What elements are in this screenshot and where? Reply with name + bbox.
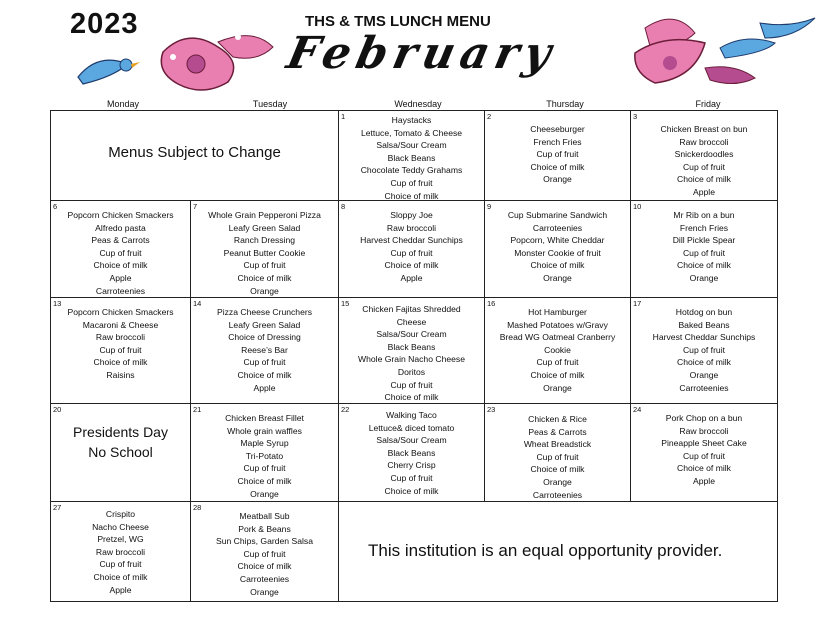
- menu-item: Crispito: [105, 509, 136, 519]
- menu-item: Orange: [250, 586, 279, 597]
- menu-item: Whole grain waffles: [227, 425, 302, 436]
- menu-item: Choice of milk: [677, 260, 731, 271]
- day-header-tuesday: Tuesday: [252, 99, 288, 109]
- menu-item: Apple: [109, 272, 132, 283]
- day-cell-16: [485, 298, 631, 404]
- menu-item: Monster Cookie of fruit: [514, 247, 601, 258]
- date-number: 24: [633, 405, 642, 414]
- menu-item: Apple: [693, 475, 715, 486]
- menu-item: Sloppy Joe: [390, 210, 433, 220]
- date-number: 22: [341, 405, 350, 414]
- menu-item: Choice of milk: [677, 463, 731, 474]
- holiday-title: Presidents Day: [73, 424, 168, 440]
- menu-items: [485, 209, 630, 285]
- day-cell-15: [339, 298, 485, 404]
- menu-item: Black Beans: [387, 152, 436, 163]
- menu-item: Chicken Fajitas Shredded: [362, 304, 461, 314]
- menu-item: French Fries: [533, 136, 582, 147]
- menu-item: Snickerdoodles: [674, 149, 734, 160]
- date-number: 21: [193, 405, 202, 414]
- menu-item: Cup of fruit: [682, 161, 726, 172]
- menu-item: Pork Chop on a bun: [665, 413, 743, 423]
- menu-item: Orange: [250, 488, 279, 499]
- menu-item: Lettuce& diced tomato: [368, 422, 455, 433]
- menu-item: Harvest Cheddar Sunchips: [360, 235, 463, 246]
- menu-item: Orange: [543, 174, 572, 185]
- menu-items: [51, 209, 190, 297]
- menu-item: Cup of fruit: [243, 463, 286, 474]
- menu-item: Raw broccoli: [95, 332, 146, 343]
- menu-item: Carroteenies: [532, 222, 583, 233]
- notice-text: Menus Subject to Change: [108, 144, 281, 161]
- menu-item: Carroteenies: [239, 573, 290, 584]
- menu-item: Raw broccoli: [386, 222, 437, 233]
- menu-item: Orange: [250, 285, 279, 296]
- menu-item: Cookie: [544, 344, 571, 355]
- date-number: 8: [341, 202, 346, 211]
- menu-item: Choice of milk: [677, 174, 731, 185]
- menu-item: Choice of milk: [93, 571, 148, 582]
- date-number: 10: [633, 202, 642, 211]
- menu-items: [191, 510, 338, 598]
- menu-item: Cup of fruit: [536, 149, 579, 160]
- date-number: 17: [633, 299, 642, 308]
- menu-item: Whole Grain Pepperoni Pizza: [208, 210, 321, 220]
- date-number: 7: [193, 202, 198, 211]
- menu-item: Apple: [109, 584, 132, 595]
- menu-item: Choice of milk: [384, 485, 439, 496]
- menu-items: [339, 303, 484, 404]
- menu-item: Choice of Dressing: [228, 332, 301, 343]
- menu-item: Wheat Breadstick: [523, 439, 592, 450]
- menu-item: Haystacks: [391, 115, 432, 125]
- menu-item: Popcorn Chicken Smackers: [67, 307, 174, 317]
- date-number: 13: [53, 299, 62, 308]
- menu-item: Raisins: [106, 369, 135, 380]
- menu-item: Cup of fruit: [243, 548, 286, 559]
- date-number: 20: [53, 405, 62, 414]
- menu-item: Orange: [689, 369, 719, 380]
- menu-item: Salsa/Sour Cream: [376, 329, 447, 340]
- menu-items: [485, 123, 630, 186]
- menu-items: [339, 209, 484, 285]
- menu-item: Black Beans: [387, 341, 436, 352]
- menu-item: Cup of fruit: [390, 472, 433, 483]
- menu-items: [631, 412, 777, 488]
- day-header-wednesday: Wednesday: [394, 99, 442, 109]
- menu-item: Hotdog on bun: [675, 307, 733, 317]
- day-cell-10: [631, 201, 777, 298]
- menu-item: Cup of fruit: [99, 247, 142, 258]
- menu-items: [631, 123, 777, 199]
- menu-items: [631, 209, 777, 285]
- menu-items: [191, 306, 338, 394]
- day-cell-9: [485, 201, 631, 298]
- menu-item: Black Beans: [387, 447, 436, 458]
- menu-items: [51, 306, 190, 382]
- menu-item: Apple: [693, 186, 715, 197]
- menu-item: Chicken Breast Fillet: [225, 413, 304, 423]
- menu-item: Orange: [543, 272, 572, 283]
- menu-item: Macaroni & Cheese: [82, 319, 159, 330]
- menu-item: Peanut Butter Cookie: [223, 247, 306, 258]
- date-number: 6: [53, 202, 58, 211]
- menu-item: Pizza Cheese Crunchers: [216, 307, 313, 317]
- menu-item: Choice of milk: [530, 260, 585, 271]
- date-number: 3: [633, 112, 638, 121]
- menu-item: Cup of fruit: [390, 379, 433, 390]
- menu-item: Chocolate Teddy Grahams: [360, 165, 463, 176]
- menu-item: Cup of fruit: [243, 260, 286, 271]
- menu-item: Apple: [253, 382, 276, 393]
- menu-item: Bread WG Oatmeal Cranberry: [499, 332, 616, 343]
- day-cell-21: [191, 404, 339, 502]
- menu-item: Sun Chips, Garden Salsa: [216, 536, 313, 547]
- day-cell-3: [631, 111, 777, 201]
- menu-item: Choice of milk: [237, 369, 292, 380]
- menu-item: Cup of fruit: [390, 177, 433, 188]
- menu-item: Cup of fruit: [682, 344, 726, 355]
- day-cell-8: [339, 201, 485, 298]
- year-label: 2023: [70, 8, 139, 40]
- date-number: 23: [487, 405, 496, 414]
- menu-item: Choice of milk: [530, 464, 585, 475]
- month-title: February: [282, 28, 562, 79]
- menu-item: Peas & Carrots: [91, 235, 150, 246]
- day-cell-6: [51, 201, 191, 298]
- menu-item: Dill Pickle Spear: [672, 235, 736, 246]
- menu-item: Choice of milk: [237, 475, 292, 486]
- menu-items: [191, 412, 338, 500]
- notice-cell: [51, 111, 339, 201]
- day-cell-27: [51, 502, 191, 601]
- menu-item: Cheeseburger: [530, 124, 585, 134]
- menu-item: Raw broccoli: [679, 425, 729, 436]
- date-number: 15: [341, 299, 350, 308]
- bird-and-bow-clipart: [625, 8, 825, 93]
- menu-item: Cup of fruit: [682, 247, 726, 258]
- menu-item: Choice of milk: [384, 190, 439, 201]
- menu-item: Orange: [689, 272, 719, 283]
- menu-item: Choice of milk: [530, 369, 585, 380]
- menu-item: Cup of fruit: [99, 559, 142, 570]
- menu-items: [485, 306, 630, 394]
- menu-item: Cup of fruit: [390, 247, 433, 258]
- day-cell-13: [51, 298, 191, 404]
- day-cell-2: [485, 111, 631, 201]
- date-number: 1: [341, 112, 346, 121]
- menu-item: Apple: [400, 272, 423, 283]
- bird-and-bow-clipart: [68, 22, 283, 97]
- menu-item: Cheese: [396, 316, 427, 327]
- menu-item: Raw broccoli: [679, 136, 729, 147]
- date-number: 2: [487, 112, 492, 121]
- menu-item: Carroteenies: [532, 489, 583, 500]
- menu-item: Salsa/Sour Cream: [376, 435, 447, 446]
- menu-item: Hot Hamburger: [528, 307, 587, 317]
- menu-item: Popcorn Chicken Smackers: [67, 210, 174, 220]
- menu-item: Pretzel, WG: [97, 534, 144, 545]
- menu-item: Pineapple Sheet Cake: [661, 438, 747, 449]
- menu-items: [339, 409, 484, 497]
- menu-item: Orange: [543, 476, 572, 487]
- menu-item: Mr Rib on a bun: [673, 210, 735, 220]
- menu-item: Meatball Sub: [239, 511, 290, 521]
- menu-item: Cup of fruit: [682, 450, 726, 461]
- date-number: 14: [193, 299, 202, 308]
- menu-item: Cup of fruit: [536, 357, 579, 368]
- day-cell-7: [191, 201, 339, 298]
- menu-item: Chicken Breast on bun: [660, 124, 748, 134]
- menu-items: [51, 508, 190, 596]
- day-cell-22: [339, 404, 485, 502]
- menu-item: Cherry Crisp: [387, 460, 436, 471]
- menu-item: French Fries: [679, 222, 729, 233]
- menu-item: Peas & Carrots: [528, 426, 587, 437]
- menu-item: Choice of milk: [384, 392, 439, 403]
- menu-item: Maple Syrup: [240, 438, 289, 449]
- menu-items: [631, 306, 777, 394]
- menu-item: Whole Grain Nacho Cheese: [358, 354, 465, 365]
- day-cell-24: [631, 404, 777, 502]
- menu-item: Cup of fruit: [99, 344, 142, 355]
- holiday-subtitle: No School: [88, 444, 153, 460]
- menu-item: Choice of milk: [384, 260, 439, 271]
- menu-items: [191, 209, 338, 297]
- menu-item: Raw broccoli: [95, 546, 146, 557]
- day-header-thursday: Thursday: [546, 99, 584, 109]
- day-header-monday: Monday: [106, 99, 140, 109]
- menu-calendar-grid: [50, 110, 778, 602]
- date-number: 27: [53, 503, 62, 512]
- menu-item: Harvest Cheddar Sunchips: [652, 332, 756, 343]
- day-cell-23: [485, 404, 631, 502]
- menu-item: Cup of fruit: [536, 451, 579, 462]
- day-cell-20: [51, 404, 191, 502]
- date-number: 28: [193, 503, 202, 512]
- menu-item: Carroteenies: [95, 285, 146, 296]
- menu-item: Pork & Beans: [238, 523, 291, 534]
- equal-opportunity-statement: This institution is an equal opportunity provider.: [368, 541, 723, 560]
- menu-item: Choice of milk: [93, 260, 148, 271]
- day-header-friday: Friday: [695, 99, 721, 109]
- menu-item: Ranch Dressing: [233, 235, 296, 246]
- menu-items: [485, 413, 630, 501]
- day-cell-14: [191, 298, 339, 404]
- menu-item: Cup Submarine Sandwich: [507, 210, 608, 220]
- day-cell-17: [631, 298, 777, 404]
- menu-item: Walking Taco: [386, 410, 437, 420]
- menu-item: Choice of milk: [237, 272, 292, 283]
- menu-item: Carroteenies: [679, 382, 729, 393]
- menu-item: Leafy Green Salad: [228, 222, 301, 233]
- menu-items: [339, 114, 484, 201]
- day-cell-28: [191, 502, 339, 601]
- menu-item: Doritos: [397, 366, 426, 377]
- menu-item: Salsa/Sour Cream: [376, 140, 447, 151]
- menu-item: Alfredo pasta: [95, 222, 146, 233]
- menu-item: Baked Beans: [678, 319, 730, 330]
- menu-item: Choice of milk: [677, 357, 731, 368]
- menu-item: Tri-Potato: [245, 450, 284, 461]
- menu-item: Mashed Potatoes w/Gravy: [507, 319, 608, 330]
- menu-item: Lettuce, Tomato & Cheese: [360, 127, 463, 138]
- menu-item: Orange: [543, 382, 572, 393]
- menu-item: Cup of fruit: [243, 357, 286, 368]
- date-number: 16: [487, 299, 496, 308]
- menu-item: Choice of milk: [93, 357, 148, 368]
- day-cell-1: [339, 111, 485, 201]
- menu-title: THS & TMS LUNCH MENU: [305, 13, 491, 30]
- date-number: 9: [487, 202, 492, 211]
- menu-item: Choice of milk: [237, 561, 292, 572]
- menu-item: Chicken & Rice: [528, 414, 587, 424]
- menu-item: Choice of milk: [530, 161, 585, 172]
- menu-item: Nacho Cheese: [92, 521, 149, 532]
- menu-item: Reese’s Bar: [241, 344, 288, 355]
- menu-item: Leafy Green Salad: [228, 319, 301, 330]
- menu-item: Popcorn, White Cheddar: [510, 235, 605, 246]
